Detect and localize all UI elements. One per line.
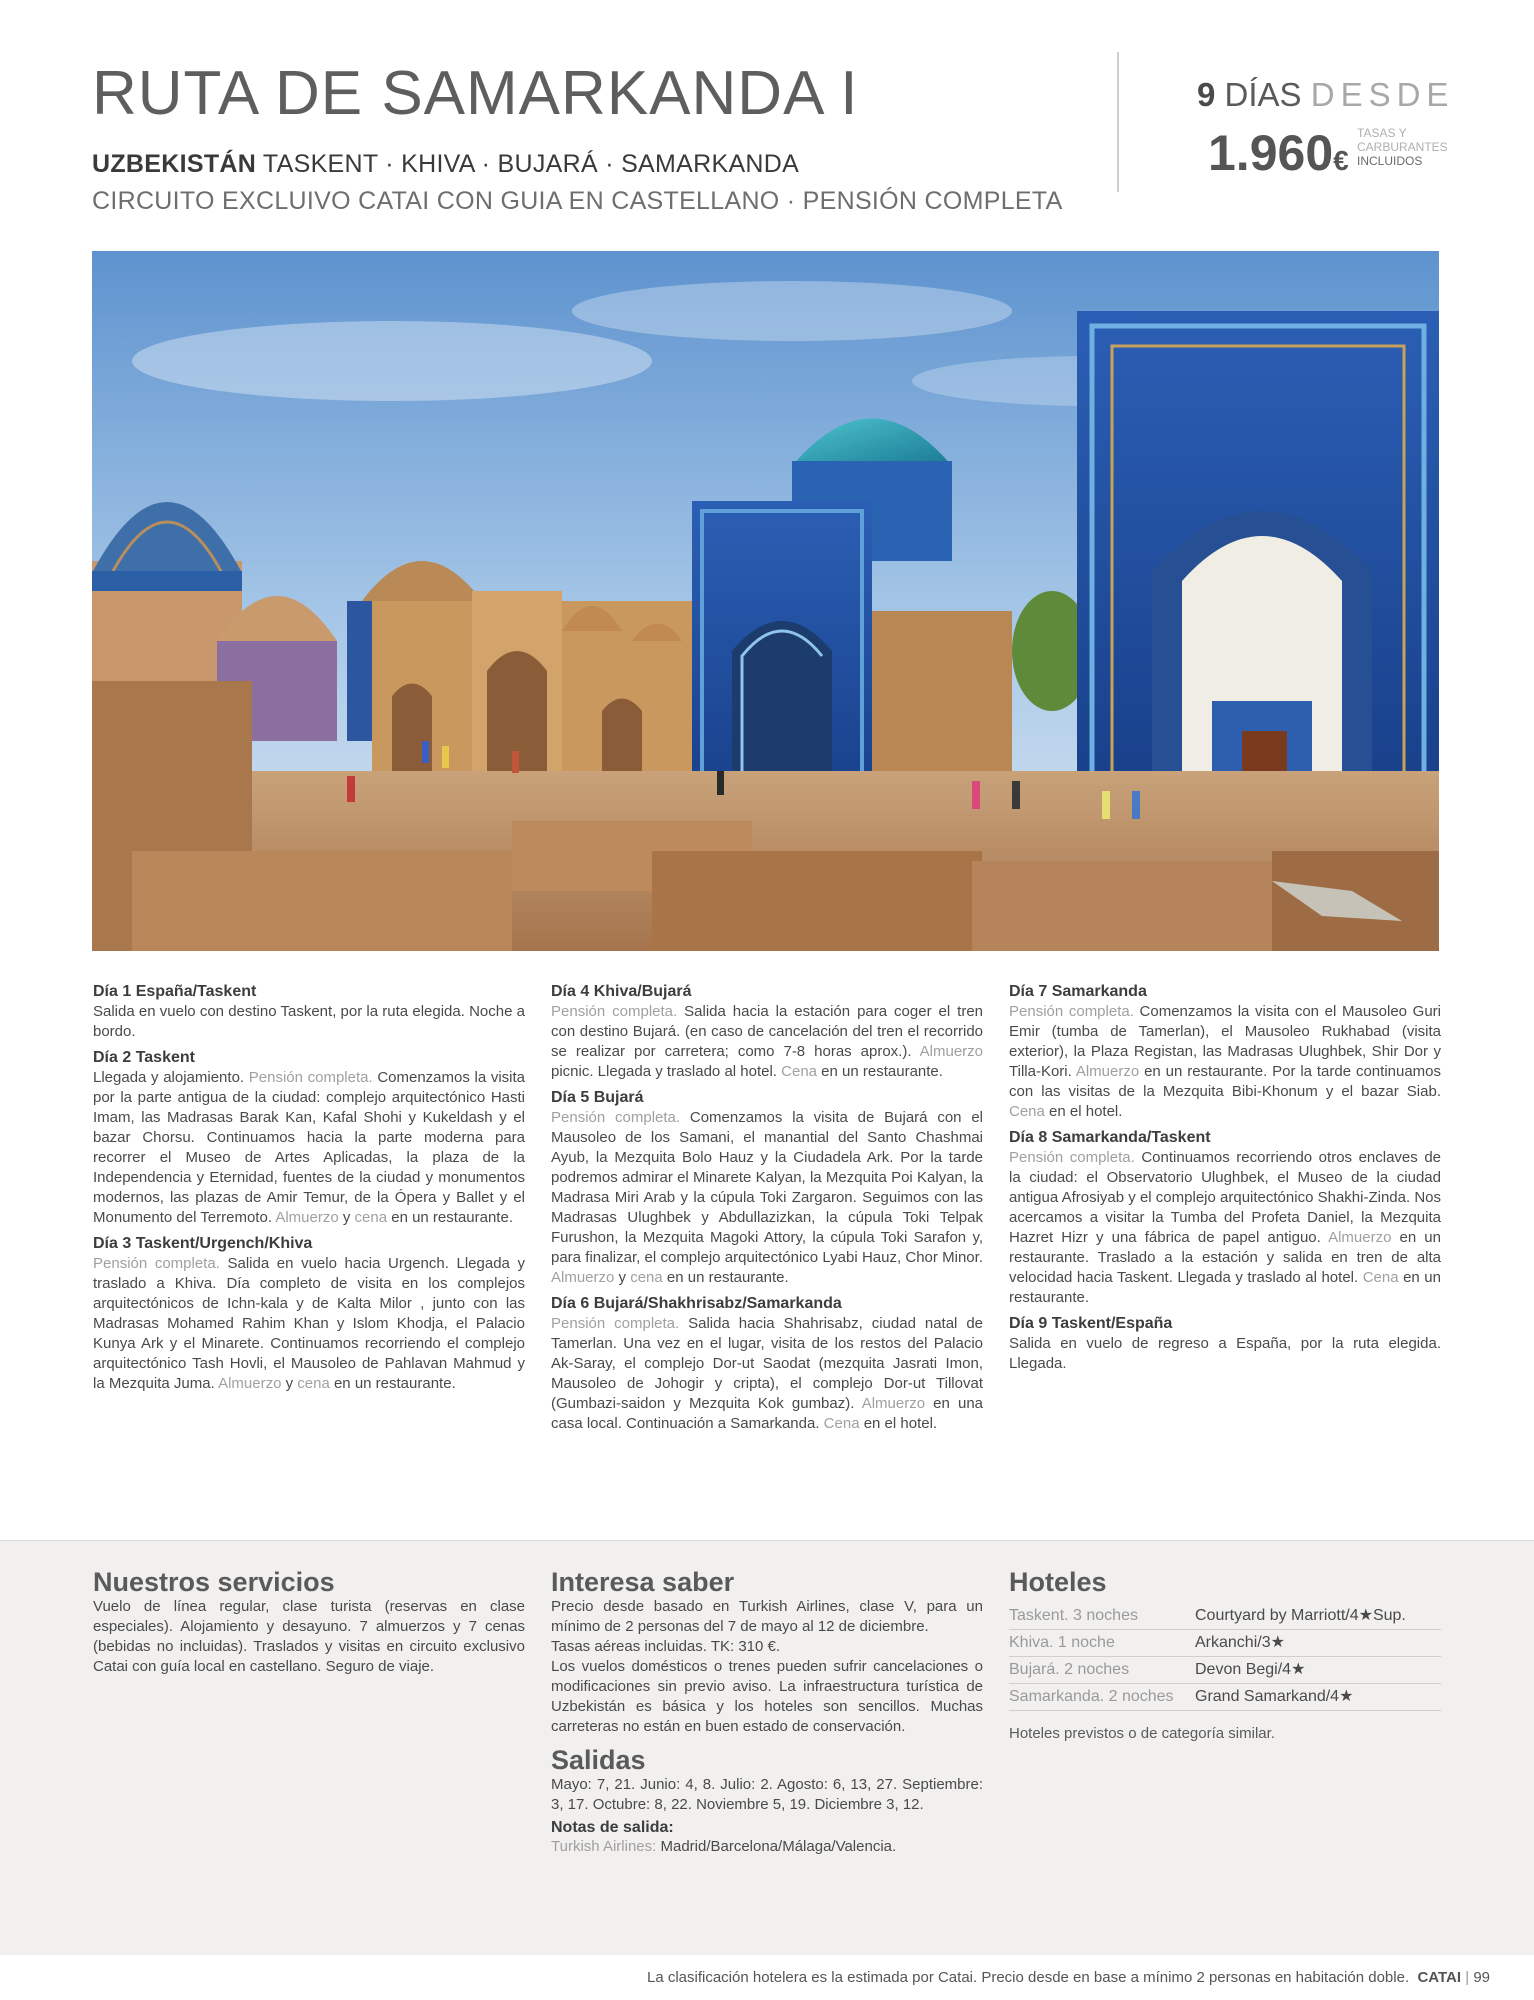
day-text-part: Comenzamos la visita de Bujará con el Mausoleo de los Samani, el manantial del Santo Chashmai Ayub, la Mezquita Bolo Hauz y la Ciudadela Ark. Por la tarde podremos admirar el Minarete Kalyan, la Mezquita Poi Kalyan, la Madrasa Miri Arab y la cúpula Toki Zargaron. Seguimos con las Madrasas Ulughbek y Abdullazizkan, la cúpula Toki Telpak Furushon, la Mezquita Magoki Attory, la cúpula Toki Sarafon y, para finalizar, el complejo arquitectónico Lyabi Hauz, Chor Minor. [551,1109,983,1266]
day-description [93,1254,525,1394]
meal-highlight: Cena [1362,1269,1399,1286]
hotel-row [1009,1657,1441,1684]
day-description [1009,1334,1441,1374]
day-title: Día 4 Khiva/Bujará [551,983,692,1000]
meal-highlight: cena [297,1375,330,1392]
info-taxes: Tasas aéreas incluidas. TK: 310 €. [551,1638,781,1655]
day-text-part: Salida en vuelo hacia Urgench. Llegada y traslado a Khiva. Día completo de visita en los complejos arquitectónicos de Ichn-kala y de Kalta Milor , junto con las Madrasas Mohamed Rahim Khan y Islom Khodja, el Palacio Kunya Ark y el Minarete. Continuamos recorriendo el complejo arquitectónico Tash Hovli, el Mausoleo de Pahlavan Mahmud y la Mezquita Juma. [93,1255,525,1392]
day-text-part: en un restaurante. [817,1063,943,1080]
price [1208,124,1349,182]
day-text-part: en un restaurante. [1009,1269,1441,1306]
meal-highlight: Pensión completa. [551,1003,678,1020]
hotel-city: Samarkanda. 2 noches [1009,1684,1195,1711]
itinerary-day [1009,982,1441,1122]
day-description [1009,1148,1441,1308]
day-text-part: picnic. Llegada y traslado al hotel. [551,1063,782,1080]
page-number: 99 [1473,1969,1490,1986]
country: UZBEKISTÁN [92,150,257,178]
footer-brand: CATAI [1417,1969,1462,1986]
day-text-part: y [614,1269,631,1286]
info-panel [0,1540,1534,1955]
hotel-row [1009,1630,1441,1657]
hotel-name: Grand Samarkand/4★ [1195,1684,1441,1711]
hotel-city: Bujará. 2 noches [1009,1657,1195,1684]
itinerary-day [551,1088,983,1288]
departure-notes [551,1837,983,1857]
day-description [551,1314,983,1434]
day-text-part: en el hotel. [1044,1103,1123,1120]
hotels-heading: Hoteles [1009,1567,1107,1597]
meal-highlight: Cena [1009,1103,1045,1120]
day-text-part: en el hotel. [859,1415,938,1432]
meal-highlight: Almuerzo [1075,1063,1140,1080]
info-heading: Interesa saber [551,1567,735,1597]
hotel-city: Khiva. 1 noche [1009,1630,1195,1657]
route-cities: TASKENT · KHIVA · BUJARÁ · SAMARKANDA [262,150,800,178]
route-line [92,150,799,179]
tax-note-line: CARBURANTES [1357,140,1448,154]
meal-highlight: Pensión completa. [93,1255,220,1272]
day-text-part: Comenzamos la visita por la parte antigua de la ciudad: complejo arquitectónico Hasti Imam, las Madrasas Barak Kan, Kafal Shohi y Kukeldash y el bazar Chorsu. Continuamos hacia la parte moderna para recorrer el Museo de Artes Aplicadas, la plaza de la Independencia y Eternidad, fuentes de la ciudad y monumentos modernos, las plazas de Amir Temur, de la Ópera y Ballet y el Monumento del Terremoto. [93,1069,526,1226]
meal-highlight: Almuerzo [919,1043,983,1060]
hotels-section [1009,1567,1441,1742]
meal-highlight: Almuerzo [218,1375,282,1392]
itinerary-column-2 [551,982,983,1440]
day-text-part: Comenzamos la visita con el Mausoleo Guri Emir (tumba de Tamerlan), el Mausoleo Rukhabad (visita exterior), la Plaza Registan, las Madrasas Ulughbek, Shir Dor y Tilla-Kori. [1009,1003,1442,1080]
meal-highlight: Almuerzo [275,1209,339,1226]
day-text-part: en un restaurante. [662,1269,789,1286]
footer-separator: | [1465,1969,1470,1986]
itinerary-day [93,982,525,1042]
meal-highlight: cena [630,1269,663,1286]
hero-photo-shah-i-zinda [92,251,1439,951]
services-text: Vuelo de línea regular, clase turista (reservas en clase especiales). Alojamiento y desayuno. 7 almuerzos y 7 cenas (bebidas no incluidas). Traslados y visitas en circuito exclusivo Catai con guía local en castellano. Seguro de viaje. [93,1598,525,1675]
page-title: RUTA DE SAMARKANDA I [92,59,859,128]
day-text-part: Salida hacia Shahrisabz, ciudad natal de Tamerlan. Una vez en el lugar, visita de los restos del Palacio Ak-Saray, el complejo Dor-ut Saodat (mezquita Jasrati Imon, Mausoleo de Johogir y cripta), el complejo Dor-ut Tillovat (Gumbazi-saidon y Mezquita Kok gumbaz). [551,1315,984,1412]
departure-cities: Madrid/Barcelona/Málaga/Valencia. [656,1838,897,1855]
price-value: 1.960 [1208,125,1334,181]
days-number: 9 [1197,76,1216,113]
day-title: Día 1 España/Taskent [93,983,257,1000]
tax-note-line: TASAS Y [1357,126,1407,140]
hotel-row [1009,1603,1441,1630]
day-text-part: y [338,1209,355,1226]
day-title: Día 8 Samarkanda/Taskent [1009,1129,1211,1146]
meal-highlight: Pensión completa. [551,1109,681,1126]
itinerary-day [93,1048,525,1228]
day-description [551,1108,983,1288]
day-description [1009,1002,1441,1122]
day-title: Día 7 Samarkanda [1009,983,1147,1000]
itinerary-day [551,982,983,1082]
meal-highlight: Pensión completa. [1009,1003,1134,1020]
itinerary-column-1 [93,982,525,1400]
day-title: Día 9 Taskent/España [1009,1315,1173,1332]
page-footer [647,1969,1490,1986]
services-heading: Nuestros servicios [93,1567,335,1597]
services-section [93,1567,525,1677]
day-description [93,1002,525,1042]
day-text-part: en un restaurante. Por la tarde continuamos con las visitas de la Mezquita Bibi-Khonum y el bazar Siab. [1009,1063,1442,1100]
hotel-name: Arkanchi/3★ [1195,1630,1441,1657]
departure-notes-heading: Notas de salida: [551,1819,674,1836]
departures-text: Mayo: 7, 21. Junio: 4, 8. Julio: 2. Agosto: 6, 13, 27. Septiembre: 3, 17. Octubre: 8, 22. Noviembre 5, 19. Diciembre 3, 12. [551,1776,983,1813]
meal-highlight: Cena [823,1415,860,1432]
meal-highlight: Almuerzo [551,1269,615,1286]
hotel-city: Taskent. 3 noches [1009,1603,1195,1630]
footer-text: La clasificación hotelera es la estimada por Catai. Precio desde en base a mínimo 2 personas en habitación doble. [646,1969,1410,1986]
itinerary-day [1009,1128,1441,1308]
info-section [551,1567,983,1857]
itinerary-day [93,1234,525,1394]
day-text-part: Salida en vuelo de regreso a España, por la ruta elegida. Llegada. [1009,1335,1441,1372]
day-text-part: en un restaurante. Traslado a la estación y salida en tren de alta velocidad hacia Taskent. Llegada y traslado al hotel. [1009,1229,1441,1286]
hotel-row [1009,1684,1441,1711]
hotels-note: Hoteles previstos o de categoría similar. [1009,1725,1275,1742]
itinerary-column-3 [1009,982,1441,1380]
hotels-table [1009,1603,1441,1711]
day-description [551,1002,983,1082]
info-text-2: Los vuelos domésticos o trenes pueden sufrir cancelaciones o modificaciones sin previo aviso. La infraestructura turística de Uzbekistán es básica y los hoteles son sencillos. Muchas carreteras no están en buen estado de conservación. [551,1658,983,1735]
day-text-part: en una casa local. Continuación a Samarkanda. [551,1395,984,1432]
info-text: Precio desde basado en Turkish Airlines, clase V, para un mínimo de 2 personas del 7 de mayo al 12 de diciembre. [551,1598,983,1635]
itinerary-day [551,1294,983,1434]
desde-label: DESDE [1310,76,1455,113]
day-text-part: en un restaurante. [387,1209,513,1226]
meal-highlight: Almuerzo [1328,1229,1392,1246]
hero-illustration [92,251,1439,951]
day-text-part: Continuamos recorriendo otros enclaves de la ciudad: el Observatorio Ulughbek, el Museo de la ciudad antigua Afrosiyab y el complejo arquitectónico Shakhi-Zinda. Nos acercamos a visitar la Tumba del Profeta Daniel, la Mezquita Hazret Hizr y una fábrica de papel antiguo. [1009,1149,1442,1246]
itinerary-day [1009,1314,1441,1374]
hotel-name: Courtyard by Marriott/4★Sup. [1195,1603,1441,1630]
tax-note-included: INCLUIDOS [1357,154,1423,168]
day-text-part: Salida en vuelo con destino Taskent, por la ruta elegida. Noche a bordo. [93,1003,525,1040]
header-divider [1117,52,1119,192]
meal-highlight: Pensión completa. [248,1069,373,1086]
meal-highlight: Pensión completa. [551,1315,680,1332]
day-title: Día 2 Taskent [93,1049,195,1066]
meal-highlight: Pensión completa. [1009,1149,1135,1166]
day-text-part: y [281,1375,298,1392]
tour-subtitle: CIRCUITO EXCLUIVO CATAI CON GUIA EN CASTELLANO · PENSIÓN COMPLETA [92,187,1063,215]
departures-heading: Salidas [551,1745,646,1775]
day-text-part: en un restaurante. [329,1375,456,1392]
brick-wall [132,851,512,951]
days-label: DÍAS [1224,76,1302,113]
hotel-name: Devon Begi/4★ [1195,1657,1441,1684]
day-title: Día 5 Bujará [551,1089,644,1106]
meal-highlight: cena [354,1209,388,1226]
day-title: Día 6 Bujará/Shakhrisabz/Samarkanda [551,1295,842,1312]
day-text-part: Salida hacia la estación para coger el tren con destino Bujará. (en caso de cancelación del tren el recorrido se realizar por carretera; como 7-8 horas aprox.). [551,1003,984,1060]
meal-highlight: Almuerzo [861,1395,926,1412]
price-currency: € [1333,145,1349,176]
departure-airline: Turkish Airlines: [551,1838,657,1855]
day-title: Día 3 Taskent/Urgench/Khiva [93,1235,313,1252]
duration [1197,76,1454,114]
meal-highlight: Cena [781,1063,818,1080]
tax-note [1357,126,1467,168]
day-text-part: Llegada y alojamiento. [93,1069,249,1086]
day-description [93,1068,525,1228]
